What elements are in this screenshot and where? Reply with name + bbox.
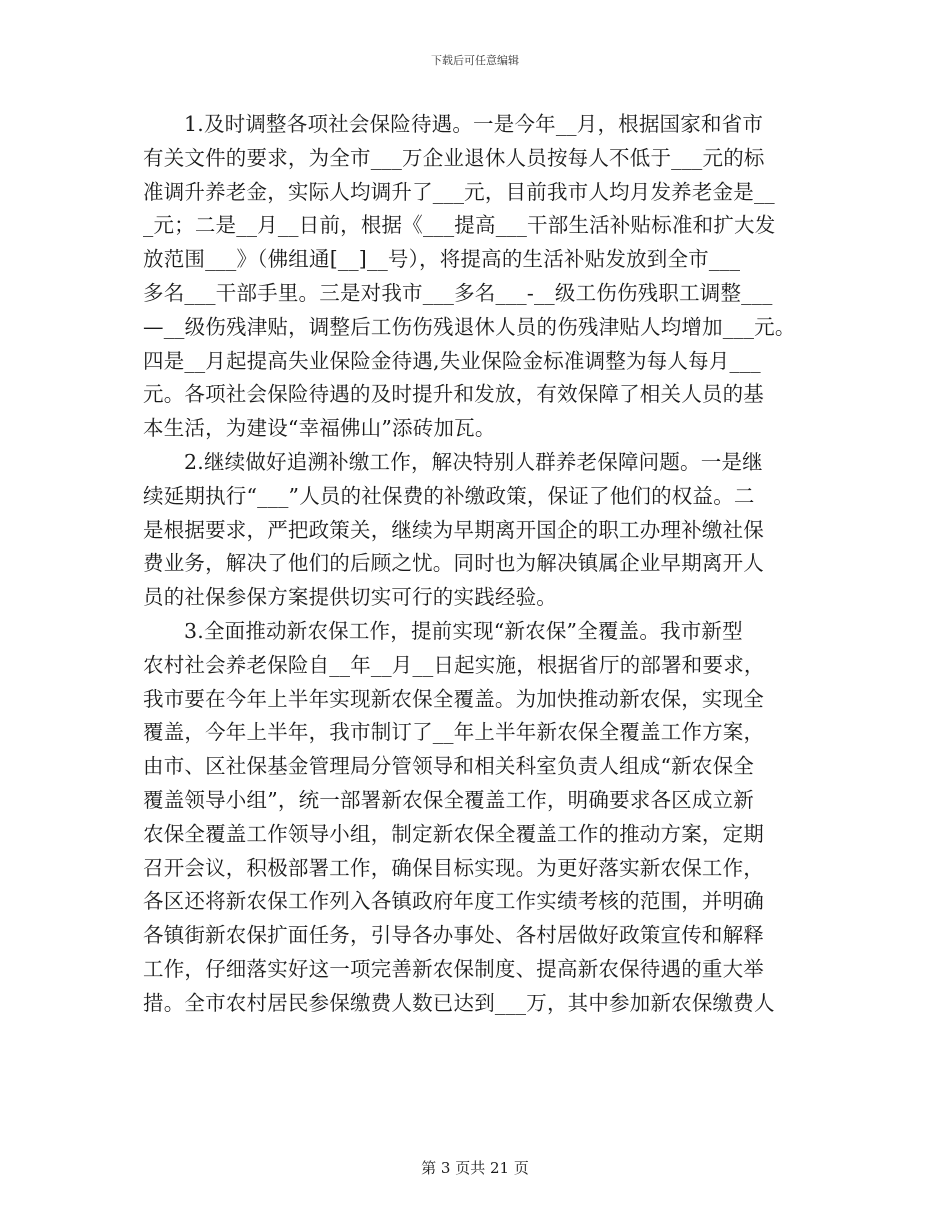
text-line: 各区还将新农保工作列入各镇政府年度工作实绩考核的范围，并明确	[143, 889, 764, 914]
text-line: 有关文件的要求，为全市___万企业退休人员按每人不低于___元的标	[143, 145, 765, 170]
text-line: 是根据要求，严把政策关，继续为早期离开国企的职工办理补缴社保	[143, 517, 764, 542]
text-line: 措。全市农村居民参保缴费人数已达到___万，其中参加新农保缴费人	[143, 990, 775, 1015]
text-line: 覆盖领导小组”，统一部署新农保全覆盖工作，明确要求各区成立新	[143, 787, 754, 812]
text-line: 各镇街新农保扩面任务，引导各办事处、各村居做好政策宣传和解释	[143, 923, 764, 948]
page-header: 下载后可任意编辑	[431, 54, 519, 67]
text-line: 我市要在今年上半年实现新农保全覆盖。为加快推动新农保，实现全	[143, 686, 764, 711]
text-line: 工作，仔细落实好这一项完善新农保制度、提高新农保待遇的重大举	[143, 956, 764, 981]
text-line: —__级伤残津贴，调整后工伤伤残退休人员的伤残津贴人均增加___元。	[143, 314, 796, 339]
text-line: 覆盖，今年上半年，我市制订了__年上半年新农保全覆盖工作方案，	[143, 720, 765, 745]
text-line: 由市、区社保基金管理局分管领导和相关科室负责人组成“新农保全	[143, 754, 754, 779]
page-footer: 第 3 页共 21 页	[421, 1159, 529, 1177]
text-line: 四是__月起提高失业保险金待遇,失业保险金标准调整为每人每月___	[143, 348, 761, 373]
text-line: 元。各项社会保险待遇的及时提升和发放，有效保障了相关人员的基	[143, 382, 764, 407]
text-line: 召开会议，积极部署工作，确保目标实现。为更好落实新农保工作，	[143, 855, 764, 880]
text-line: 农村社会养老保险自__年__月__日起实施，根据省厅的部署和要求，	[143, 652, 765, 677]
paragraph-first-line: 1.及时调整各项社会保险待遇。一是今年__月，根据国家和省市	[184, 112, 764, 136]
text-line: 多名___干部手里。三是对我市___多名___-__级工伤伤残职工调整___	[143, 280, 773, 305]
text-line: 农保全覆盖工作领导小组，制定新农保全覆盖工作的推动方案，定期	[143, 821, 764, 846]
paragraph-first-line: 3.全面推动新农保工作，提前实现“新农保”全覆盖。我市新型	[184, 618, 743, 643]
text-line: _元；二是__月__日前，根据《___提高___干部生活补贴标准和扩大发	[143, 213, 776, 238]
text-line: 费业务，解决了他们的后顾之忧。同时也为解决镇属企业早期离开人	[143, 551, 764, 576]
document-body	[143, 108, 803, 1021]
text-line: 续延期执行“___”人员的社保费的补缴政策，保证了他们的权益。二	[143, 483, 755, 508]
text-line: 员的社保参保方案提供切实可行的实践经验。	[143, 585, 557, 610]
text-line: 放范围___》（佛组通[__]__号），将提高的生活补贴发放到全市___	[143, 247, 741, 272]
text-line: 准调升养老金，实际人均调升了___元，目前我市人均月发养老金是__	[143, 179, 775, 204]
text-line: 本生活，为建设“幸福佛山”添砖加瓦。	[143, 416, 496, 441]
paragraph-first-line: 2.继续做好追溯补缴工作，解决特别人群养老保障问题。一是继	[184, 449, 763, 474]
